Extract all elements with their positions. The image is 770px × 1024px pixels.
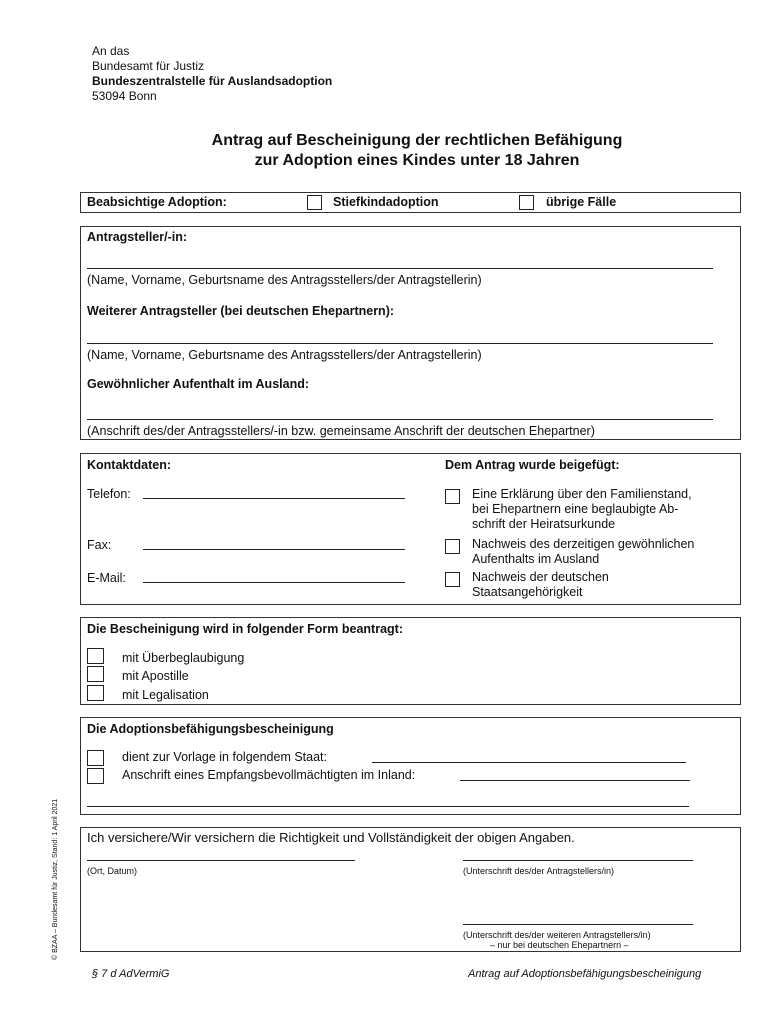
- domestic-agent-checkbox[interactable]: [87, 768, 104, 784]
- second-applicant-name-field[interactable]: [87, 343, 713, 344]
- domestic-agent-field[interactable]: [460, 780, 690, 781]
- ueberbeglaubigung-checkbox[interactable]: [87, 648, 104, 664]
- signature-field[interactable]: [463, 860, 693, 861]
- footer-legal-reference: § 7 d AdVermiG: [92, 968, 170, 980]
- attachment-text: Eine Erklärung über den Familienstand,: [472, 487, 692, 501]
- attachment-text: Staatsangehörigkeit: [472, 585, 583, 599]
- place-date-field[interactable]: [87, 860, 355, 861]
- recipient-address: [92, 44, 332, 104]
- uebrige-faelle-checkbox[interactable]: [519, 195, 534, 210]
- signature-hint: (Unterschrift des/der Antragstellers/in): [463, 866, 615, 876]
- address-line: 53094 Bonn: [92, 89, 157, 103]
- residence-address-field[interactable]: [87, 419, 713, 420]
- adoption-type-label: Beabsichtige Adoption:: [87, 195, 227, 209]
- attachments-heading: Dem Antrag wurde beigefügt:: [445, 458, 620, 472]
- fax-label: Fax:: [87, 538, 112, 552]
- certificate-usage-heading: Die Adoptionsbefähigungsbescheinigung: [87, 722, 334, 736]
- target-state-checkbox[interactable]: [87, 750, 104, 766]
- marital-status-checkbox[interactable]: [445, 489, 460, 504]
- citizenship-proof-checkbox[interactable]: [445, 572, 460, 587]
- applicant-heading: Antragsteller/-in:: [87, 230, 188, 244]
- ueberbeglaubigung-label: mit Überbeglaubigung: [122, 651, 245, 665]
- contact-heading: Kontaktdaten:: [87, 458, 172, 472]
- fax-field[interactable]: [143, 549, 405, 550]
- address-line: Bundesamt für Justiz: [92, 59, 205, 73]
- legalisation-label: mit Legalisation: [122, 688, 209, 702]
- phone-field[interactable]: [143, 498, 405, 499]
- document-title: [0, 131, 770, 171]
- attachment-text: Nachweis der deutschen: [472, 570, 609, 584]
- attachment-text: bei Ehepartnern eine beglaubigte Ab-: [472, 502, 679, 516]
- applicant-section: [80, 226, 741, 440]
- phone-label: Telefon:: [87, 487, 131, 501]
- declaration-text: Ich versichere/Wir versichern die Richtigkeit und Vollständigkeit der obigen Angaben.: [87, 830, 575, 845]
- domestic-agent-label: Anschrift eines Empfangsbevollmächtigten im Inland:: [122, 768, 416, 782]
- second-signature-field[interactable]: [463, 924, 693, 925]
- attachment-text: Nachweis des derzeitigen gewöhnlichen: [472, 537, 695, 551]
- applicant-name-field[interactable]: [87, 268, 713, 269]
- residence-address-hint: (Anschrift des/der Antragsstellers/-in bzw. gemeinsame Anschrift der deutschen Ehepartner): [87, 424, 595, 438]
- place-date-hint: (Ort, Datum): [87, 866, 138, 876]
- residence-heading: Gewöhnlicher Aufenthalt im Ausland:: [87, 377, 310, 391]
- address-line: Bundeszentralstelle für Auslandsadoption: [92, 74, 333, 88]
- residence-proof-checkbox[interactable]: [445, 539, 460, 554]
- applicant-name-hint: (Name, Vorname, Geburtsname des Antragsstellers/der Antragstellerin): [87, 273, 482, 287]
- address-line: An das: [92, 44, 130, 58]
- footer-form-name: Antrag auf Adoptionsbefähigungsbescheinigung: [468, 968, 702, 980]
- legalisation-checkbox[interactable]: [87, 685, 104, 701]
- title-line-1: Antrag auf Bescheinigung der rechtlichen Befähigung: [211, 132, 623, 149]
- uebrige-faelle-label: übrige Fälle: [546, 195, 617, 209]
- stiefkindadoption-label: Stiefkindadoption: [333, 195, 439, 209]
- target-state-label: dient zur Vorlage in folgendem Staat:: [122, 750, 327, 764]
- email-label: E-Mail:: [87, 571, 126, 585]
- email-field[interactable]: [143, 582, 405, 583]
- target-state-field[interactable]: [372, 762, 686, 763]
- second-applicant-name-hint: (Name, Vorname, Geburtsname des Antragsstellers/der Antragstellerin): [87, 348, 482, 362]
- certificate-form-heading: Die Bescheinigung wird in folgender Form beantragt:: [87, 622, 403, 636]
- domestic-agent-address-field[interactable]: [87, 806, 689, 807]
- apostille-label: mit Apostille: [122, 669, 189, 683]
- second-signature-note: – nur bei deutschen Ehepartnern –: [490, 940, 629, 950]
- copyright-side-text: © BZAA – Bundesamt für Justiz, Stand: 1 April 2021: [52, 798, 59, 960]
- second-applicant-heading: Weiterer Antragsteller (bei deutschen Ehepartnern):: [87, 304, 395, 318]
- apostille-checkbox[interactable]: [87, 666, 104, 682]
- stiefkindadoption-checkbox[interactable]: [307, 195, 322, 210]
- title-line-2: zur Adoption eines Kindes unter 18 Jahren: [254, 152, 580, 169]
- attachment-text: schrift der Heiratsurkunde: [472, 517, 616, 531]
- attachment-text: Aufenthalts im Ausland: [472, 552, 600, 566]
- second-signature-hint: (Unterschrift des/der weiteren Antragstellers/in): [463, 930, 651, 940]
